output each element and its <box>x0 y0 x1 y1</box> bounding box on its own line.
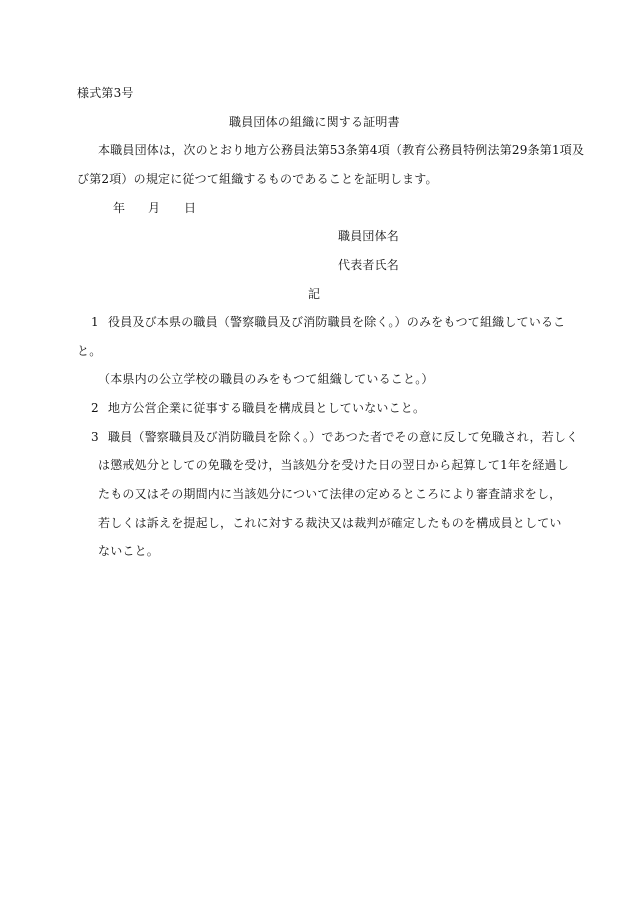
item-3-line-5: ないこと。 <box>98 544 160 558</box>
item-1-number: 1 <box>91 315 99 329</box>
item-3-line-3: たもの又はその期間内に当該処分について法律の定めるところにより審査請求をし， <box>98 487 562 501</box>
item-3-line-1: 職員（警察職員及び消防職員を除く。）であつた者でその意に反して免職され，若しく <box>108 430 579 444</box>
item-1-line-2: と。 <box>77 344 102 358</box>
date-year-label: 年 <box>113 201 126 215</box>
item-1-line-1: 役員及び本県の職員（警察職員及び消防職員を除く。）のみをもつて組織しているこ <box>108 315 566 329</box>
item-2-number: 2 <box>91 401 99 415</box>
item-3-line-4: 若しくは訴えを提起し，これに対する裁決又は裁判が確定したものを構成員としてい <box>98 516 562 530</box>
ki-heading: 記 <box>308 287 321 301</box>
representative-name-label: 代表者氏名 <box>338 258 400 272</box>
org-name-label: 職員団体名 <box>338 229 400 243</box>
item-3-number: 3 <box>91 430 99 444</box>
document-title: 職員団体の組織に関する証明書 <box>229 115 400 129</box>
intro-line-2: び第2項）の規定に従つて組織するものであることを証明します。 <box>77 172 438 186</box>
date-month-label: 月 <box>148 201 161 215</box>
item-2-line-1: 地方公営企業に従事する職員を構成員としていないこと。 <box>108 401 426 415</box>
date-day-label: 日 <box>184 201 197 215</box>
intro-line-1: 本職員団体は，次のとおり地方公務員法第53条第4項（教育公務員特例法第29条第1項及 <box>98 143 585 157</box>
item-3-line-2: は懲戒処分としての免職を受け，当該処分を受けた日の翌日から起算して1年を経過し <box>98 458 569 472</box>
form-number: 様式第3号 <box>77 86 134 100</box>
item-1-note: （本県内の公立学校の職員のみをもつて組織していること。） <box>98 372 434 386</box>
